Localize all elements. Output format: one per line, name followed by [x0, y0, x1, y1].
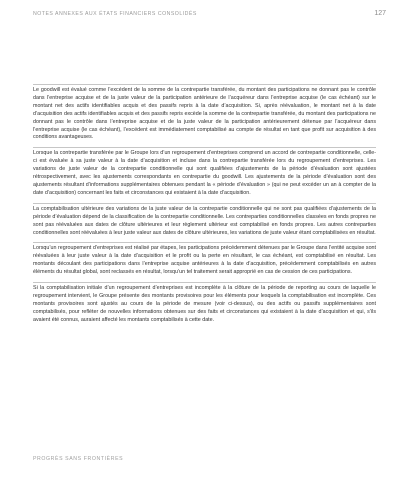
paragraph-goodwill: Le goodwill est évalué comme l’excédent de la somme de la contrepartie transférée, du montant des participations ne donnant pas le contrôle dans l’entreprise acquise et de la juste valeur de la participation antérieure de l’acquéreur dans l’entreprise acquise (le cas échéant) sur le montant net des actifs identifiables acquis et des passifs repris à la date d’acquisition. Si, après réévaluation, le montant net à la date d’acquisition des actifs identifiables acquis et des passifs repris excède la somme de la contrepartie transférée, du montant des participations ne donnant pas le contrôle dans l’entreprise acquise et de la juste valeur de la participation antérieurement détenue par l’acquéreur dans l’entreprise acquise (le cas échéant), l’excédent est immédiatement comptabilisé au compte de résultat en tant que profit sur acquisition à des conditions avantageuses.	[33, 84, 376, 142]
page-number: 127	[374, 10, 386, 17]
body-text	[33, 84, 376, 330]
section-title: NOTES ANNEXES AUX ÉTATS FINANCIERS CONSOLIDÉS	[33, 11, 197, 17]
paragraph-step-acquisition: Lorsqu’un regroupement d’entreprises est réalisé par étapes, les participations précédemment détenues par le Groupe dans l’entité acquise sont réévaluées à leur juste valeur à la date d’acquisition et le profit ou la perte en résultant, le cas échéant, est comptabilisé en résultat. Les montants découlant des participations dans l’entreprise acquise antérieures à la date d’acquisition, précédemment comptabilisés en autres éléments du résultat global, sont reclassés en résultat, lorsqu’un tel traitement serait approprié en cas de cession de ces participations.	[33, 242, 376, 277]
paragraph-contingent-consideration: Lorsque la contrepartie transférée par le Groupe lors d’un regroupement d’entreprises comprend un accord de contrepartie conditionnelle, celle-ci est évaluée à sa juste valeur à la date d’acquisition et incluse dans la contrepartie transférée lors du regroupement d’entreprises. Les variations de juste valeur de la contrepartie conditionnelle qui sont qualifiées d’ajustements de la période d’évaluation sont ajustées rétrospectivement, avec les ajustements correspondants en contrepartie du goodwill. Les ajustements de la période d’évaluation sont des ajustements résultant d’informations supplémentaires obtenues pendant la « période d’évaluation » (qui ne peut excéder un an à compter de la date d’acquisition) concernant les faits et circonstances qui existaient à la date d’acquisition.	[33, 147, 376, 197]
page-footer: PROGRÈS SANS FRONTIÈRES	[33, 456, 124, 462]
paragraph-subsequent-accounting: La comptabilisation ultérieure des variations de la juste valeur de la contrepartie conditionnelle qui ne sont pas qualifiées d’ajustements de la période d’évaluation dépend de la classification de la contrepartie conditionnelle. Les contreparties conditionnelles classées en fonds propres ne sont pas réévaluées aux dates de clôture ultérieures et leur règlement ultérieur est comptabilisé en fonds propres. Les autres contreparties conditionnelles sont réévaluées à leur juste valeur aux dates de clôture ultérieures, les variations de juste valeur étant comptabilisées en résultat.	[33, 203, 376, 238]
paragraph-provisional-amounts: Si la comptabilisation initiale d’un regroupement d’entreprises est incomplète à la clôture de la période de reporting au cours de laquelle le regroupement intervient, le Groupe présente des montants provisoires pour les éléments pour lesquels la comptabilisation est incomplète. Ces montants provisoires sont ajustés au cours de la période de mesure (voir ci-dessus), ou des actifs ou passifs supplémentaires sont comptabilisés, pour refléter de nouvelles informations obtenues sur des faits et circonstances qui existaient à la date d’acquisition et qui, s’ils avaient été connus, auraient affecté les montants comptabilisés à cette date.	[33, 282, 376, 325]
page-header	[33, 11, 386, 21]
